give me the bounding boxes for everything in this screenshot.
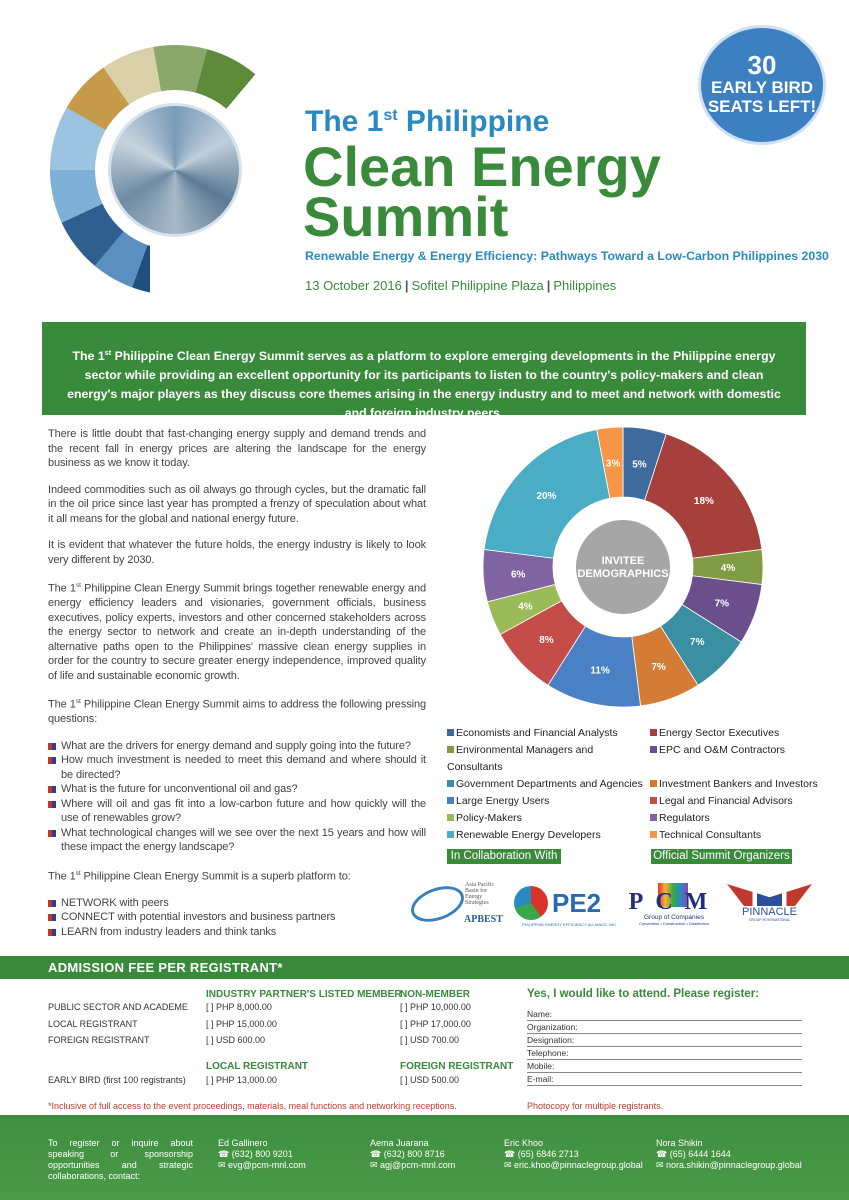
paragraph: The 1st Philippine Clean Energy Summit aims to address the following pressing questions:	[48, 698, 426, 726]
fee-row-label: EARLY BIRD (first 100 registrants)	[48, 1075, 186, 1085]
email-link[interactable]: eric.khoo@pinnaclegroup.global	[514, 1160, 643, 1170]
fee-option-checkbox[interactable]: [ ] PHP 13,000.00	[206, 1075, 277, 1085]
early-bird-badge	[698, 25, 826, 145]
donut-center	[576, 520, 670, 614]
col-header-foreign: FOREIGN REGISTRANT	[400, 1061, 514, 1072]
slice-label: 5%	[632, 459, 647, 471]
contact-card: Eric Khoo ☎ (65) 6846 2713 ✉ eric.khoo@pinnaclegroup.global	[504, 1138, 643, 1170]
col-header-nonmember: NON-MEMBER	[400, 989, 470, 1000]
list-item: LEARN from industry leaders and think tanks	[48, 925, 426, 940]
intro-banner: The 1st Philippine Clean Energy Summit serves as a platform to explore emerging developments in the Philippine energy sector while providing an excellent opportunity for its participants to listen to the country's policy-makers and clean energy's major players as they discuss core themes arising in the energy industry and to meet and network with domestic and foreign industry peers.	[42, 322, 806, 415]
legend-swatch	[447, 814, 454, 821]
apbest-logo: Asia Pacific Basin for Energy Strategies APBEST	[410, 880, 505, 928]
pe2-logo: PE2 PHILIPPINE ENERGY EFFICIENCY ALLIANCE, INC.	[512, 882, 622, 930]
phone-icon: ☎	[218, 1149, 232, 1159]
paragraph: Indeed commodities such as oil always go through cycles, but the dramatic fall in the oil price since last year has prompted a frenzy of speculation about what it all means for the global and national energy future.	[48, 483, 426, 525]
paragraph: The 1st Philippine Clean Energy Summit brings together renewable energy and energy efficiency leaders and visionaries, government officials, business executives, policy experts, investors and other concerned stakeholders across the energy sector to network and create an in-depth understanding of the alternative paths open to the Philippines' massive clean energy supplies in order for the country to secure greater energy independence, improved quality of life and sustainable economic growth.	[48, 582, 426, 682]
designation-field[interactable]: Designation:	[527, 1034, 802, 1047]
legend-label: Large Energy Users	[456, 795, 550, 807]
collage-core-photos	[108, 103, 242, 237]
admission-header: ADMISSION FEE PER REGISTRANT*	[0, 956, 849, 979]
legend-item	[650, 776, 849, 793]
bullet-icon	[48, 900, 56, 907]
email-link[interactable]: agj@pcm-mnl.com	[380, 1160, 456, 1170]
slice-label: 6%	[510, 569, 526, 581]
fee-note: *Inclusive of full access to the event proceedings, materials, meal functions and networking receptions.	[48, 1101, 457, 1111]
col-header-member: INDUSTRY PARTNER'S LISTED MEMBER	[206, 989, 402, 1000]
contact-footer	[0, 1115, 849, 1200]
legend-item	[447, 793, 650, 810]
legend-label: EPC and O&M Contractors	[659, 744, 786, 756]
fee-row-label: FOREIGN REGISTRANT	[48, 1035, 150, 1045]
contact-card: Nora Shikin ☎ (65) 6444 1644 ✉ nora.shikin@pinnaclegroup.global	[656, 1138, 802, 1170]
phone-icon: ☎	[370, 1149, 384, 1159]
bullet-icon	[48, 757, 56, 764]
subtitle: Renewable Energy & Energy Efficiency: Pathways Toward a Low-Carbon Philippines 2030	[305, 249, 829, 263]
legend-label: Renewable Energy Developers	[456, 829, 601, 841]
legend-swatch	[447, 780, 454, 787]
legend-swatch	[650, 797, 657, 804]
paragraph: The 1st Philippine Clean Energy Summit is a superb platform to:	[48, 869, 351, 883]
legend-item	[447, 776, 650, 793]
email-icon: ✉	[370, 1160, 381, 1170]
legend-label: Legal and Financial Advisors	[659, 795, 793, 807]
fee-row-label: LOCAL REGISTRANT	[48, 1019, 138, 1029]
bullet-icon	[48, 830, 56, 837]
fee-option-checkbox[interactable]: [ ] PHP 17,000.00	[400, 1019, 471, 1029]
slice-label: 4%	[518, 601, 533, 613]
name-field[interactable]: Name:	[527, 1008, 802, 1021]
body-text	[48, 427, 426, 939]
slice-label: 7%	[690, 637, 705, 649]
organizers-label: Official Summit Organizers	[651, 849, 792, 864]
mobile-field[interactable]: Mobile:	[527, 1060, 802, 1073]
fee-option-checkbox[interactable]: [ ] USD 600.00	[206, 1035, 266, 1045]
list-item: What is the future for unconventional oil and gas?	[48, 782, 426, 797]
chart-legend	[447, 725, 847, 844]
phone-icon: ☎	[656, 1149, 670, 1159]
badge-line1: EARLY BIRD	[710, 78, 814, 97]
legend-swatch	[447, 729, 454, 736]
paragraph: There is little doubt that fast-changing energy supply and demand trends and the recent fall in energy prices are altering the landscape for the energy business as we know it today.	[48, 428, 426, 469]
phone-icon: ☎	[504, 1149, 518, 1159]
paragraph: It is evident that whatever the future holds, the energy industry is likely to look very different by 2030.	[48, 539, 426, 566]
slice-label: 7%	[714, 598, 730, 610]
contact-card: Aema Juarana ☎ (632) 800 8716 ✉ agj@pcm-mnl.com	[370, 1138, 456, 1170]
chart-title-line1: INVITEE	[601, 555, 645, 567]
collaboration-label: In Collaboration With	[447, 849, 561, 864]
slice-label: 11%	[590, 665, 610, 677]
email-icon: ✉	[504, 1160, 515, 1170]
contact-intro: To register or inquire about speaking or sponsorship opportunities and strategic collaborations, contact:	[48, 1138, 193, 1181]
list-item: Where will oil and gas fit into a low-carbon future and how quickly will the use of renewables grow?	[48, 797, 426, 826]
chart-title-line2: DEMOGRAPHICS	[577, 568, 669, 580]
slice-label: 4%	[720, 563, 736, 574]
legend-swatch	[650, 746, 657, 753]
registration-form	[527, 1008, 802, 1086]
legend-label: Government Departments and Agencies	[456, 778, 643, 790]
legend-swatch	[650, 780, 657, 787]
bullet-icon	[48, 914, 56, 921]
bullet-icon	[48, 801, 56, 808]
fee-option-checkbox[interactable]: [ ] USD 500.00	[400, 1075, 460, 1085]
page-title: Clean Energy Summit	[303, 135, 661, 248]
legend-item	[447, 827, 650, 844]
legend-item	[650, 827, 849, 844]
legend-label: Environmental Managers and Consultants	[447, 744, 594, 773]
badge-number: 30	[747, 50, 777, 80]
legend-item	[447, 725, 650, 742]
badge-line2: SEATS LEFT!	[707, 97, 817, 116]
list-item: NETWORK with peers	[48, 896, 426, 911]
bullet-icon	[48, 786, 56, 793]
legend-item	[447, 742, 650, 776]
fee-option-checkbox[interactable]: [ ] PHP 10,000.00	[400, 1002, 471, 1012]
legend-swatch	[650, 831, 657, 838]
legend-item	[650, 742, 849, 776]
slice-label: 8%	[539, 634, 554, 646]
legend-label: Energy Sector Executives	[659, 727, 780, 739]
organization-field[interactable]: Organization:	[527, 1021, 802, 1034]
legend-swatch	[447, 746, 454, 753]
fee-option-checkbox[interactable]: [ ] PHP 8,000.00	[206, 1002, 272, 1012]
legend-swatch	[447, 797, 454, 804]
fee-option-checkbox[interactable]: [ ] PHP 15,000.00	[206, 1019, 277, 1029]
slice-label: 20%	[536, 491, 557, 503]
legend-label: Policy-Makers	[456, 812, 522, 824]
photocopy-note: Photocopy for multiple registrants.	[527, 1101, 664, 1111]
slice-label: 7%	[651, 661, 666, 673]
email-link[interactable]: evg@pcm-mnl.com	[228, 1160, 306, 1170]
legend-label: Investment Bankers and Investors	[659, 778, 818, 790]
legend-item	[447, 810, 650, 827]
legend-item	[650, 725, 849, 742]
email-icon: ✉	[656, 1160, 667, 1170]
fee-option-checkbox[interactable]: [ ] USD 700.00	[400, 1035, 460, 1045]
list-item: What are the drivers for energy demand and supply going into the future?	[48, 739, 426, 754]
legend-swatch	[650, 729, 657, 736]
legend-item	[650, 793, 849, 810]
col-header-local: LOCAL REGISTRANT	[206, 1061, 309, 1072]
pinnacle-logo: PINNACLE GROUP INTERNATIONAL	[727, 884, 812, 929]
legend-swatch	[650, 814, 657, 821]
slice-label: 3%	[605, 458, 621, 470]
telephone-field[interactable]: Telephone:	[527, 1047, 802, 1060]
email-link[interactable]: nora.shikin@pinnaclegroup.global	[666, 1160, 802, 1170]
legend-swatch	[447, 831, 454, 838]
bullet-icon	[48, 929, 56, 936]
questions-list	[48, 739, 426, 855]
legend-label: Technical Consultants	[659, 829, 762, 841]
invitee-demographics-donut	[480, 425, 770, 715]
bullet-icon	[48, 743, 56, 750]
contact-card: Ed Gallinero ☎ (632) 800 9201 ✉ evg@pcm-mnl.com	[218, 1138, 306, 1170]
email-field[interactable]: E-mail:	[527, 1073, 802, 1086]
legend-item	[650, 810, 849, 827]
legend-label: Economists and Financial Analysts	[456, 727, 618, 739]
platform-list	[48, 896, 426, 940]
fee-row-label: PUBLIC SECTOR AND ACADEME	[48, 1002, 188, 1012]
pcm-logo: PCM Group of Companies Convention • Construction • Distribution	[628, 883, 720, 931]
legend-label: Regulators	[659, 812, 710, 824]
list-item: CONNECT with potential investors and business partners	[48, 910, 426, 925]
slice-label: 18%	[693, 496, 714, 508]
register-title: Yes, I would like to attend. Please register:	[527, 988, 759, 1000]
event-dateline: 13 October 2016 | Sofitel Philippine Plaza | Philippines	[305, 278, 617, 293]
email-icon: ✉	[218, 1160, 229, 1170]
list-item: What technological changes will we see over the next 15 years and how will these impact the energy landscape?	[48, 826, 426, 855]
list-item: How much investment is needed to meet this demand and where should it be directed?	[48, 753, 426, 782]
title-line1: The 1st Philippine	[305, 105, 550, 138]
